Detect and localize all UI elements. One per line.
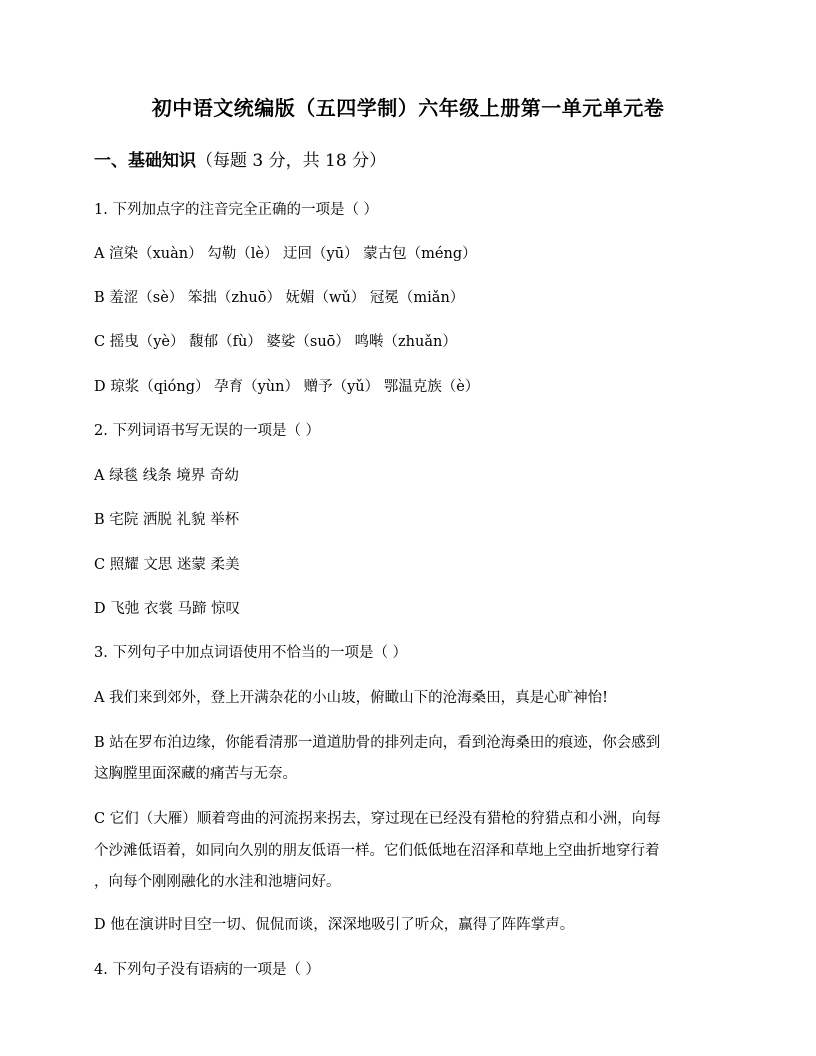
question-3-option-d: D 他在演讲时目空一切、侃侃而谈，深深地吸引了听众，赢得了阵阵掌声。	[94, 917, 575, 933]
section-heading-label: 一、基础知识	[94, 151, 196, 171]
section-heading	[94, 149, 386, 173]
question-3-option-a: A 我们来到郊外，登上开满杂花的小山坡，俯瞰山下的沧海桑田，真是心旷神怡!	[94, 690, 608, 706]
question-3-option-b-line-2: 这胸膛里面深藏的痛苦与无奈。	[94, 766, 297, 782]
document-title: 初中语文统编版（五四学制）六年级上册第一单元单元卷	[151, 96, 665, 120]
question-1-option-b: B 羞涩（sè） 笨拙（zhuō） 妩媚（wǔ） 冠冕（miǎn）	[94, 290, 465, 306]
question-1-option-d: D 琼浆（qióng） 孕育（yùn） 赠予（yǔ） 鄂温克族（è）	[94, 379, 480, 395]
question-3-stem: 3. 下列句子中加点词语使用不恰当的一项是（ ）	[94, 645, 408, 661]
question-2-option-d: D 飞弛 衣裳 马蹄 惊叹	[94, 601, 241, 617]
question-1-option-a: A 渲染（xuàn） 勾勒（lè） 迂回（yū） 蒙古包（méng）	[94, 246, 477, 262]
question-4-stem: 4. 下列句子没有语病的一项是（ ）	[94, 962, 321, 978]
question-3-option-c-line-3: ，向每个刚刚融化的水洼和池塘问好。	[94, 874, 341, 890]
question-3-option-c-line-1: C 它们（大雁）顺着弯曲的河流拐来拐去，穿过现在已经没有猎枪的狩猎点和小洲，向每	[94, 811, 661, 827]
question-2-option-a: A 绿毯 线条 境界 奇幼	[94, 468, 239, 484]
question-2-stem: 2. 下列词语书写无误的一项是（ ）	[94, 423, 321, 439]
question-1-stem: 1. 下列加点字的注音完全正确的一项是（ ）	[94, 202, 379, 218]
question-3-option-b-line-1: B 站在罗布泊边缘，你能看清那一道道肋骨的排列走向，看到沧海桑田的痕迹，你会感到	[94, 735, 661, 751]
section-score-note: （每题 3 分，共 18 分）	[196, 151, 387, 171]
question-3-option-c-line-2: 个沙滩低语着，如同向久别的朋友低语一样。它们低低地在沼泽和草地上空曲折地穿行着	[94, 843, 660, 859]
question-2-option-b: B 宅院 洒脱 礼貌 举杯	[94, 512, 240, 528]
question-1-option-c: C 摇曳（yè） 馥郁（fù） 婆娑（suō） 鸣啭（zhuǎn）	[94, 334, 457, 350]
question-2-option-c: C 照耀 文思 迷蒙 柔美	[94, 557, 240, 573]
